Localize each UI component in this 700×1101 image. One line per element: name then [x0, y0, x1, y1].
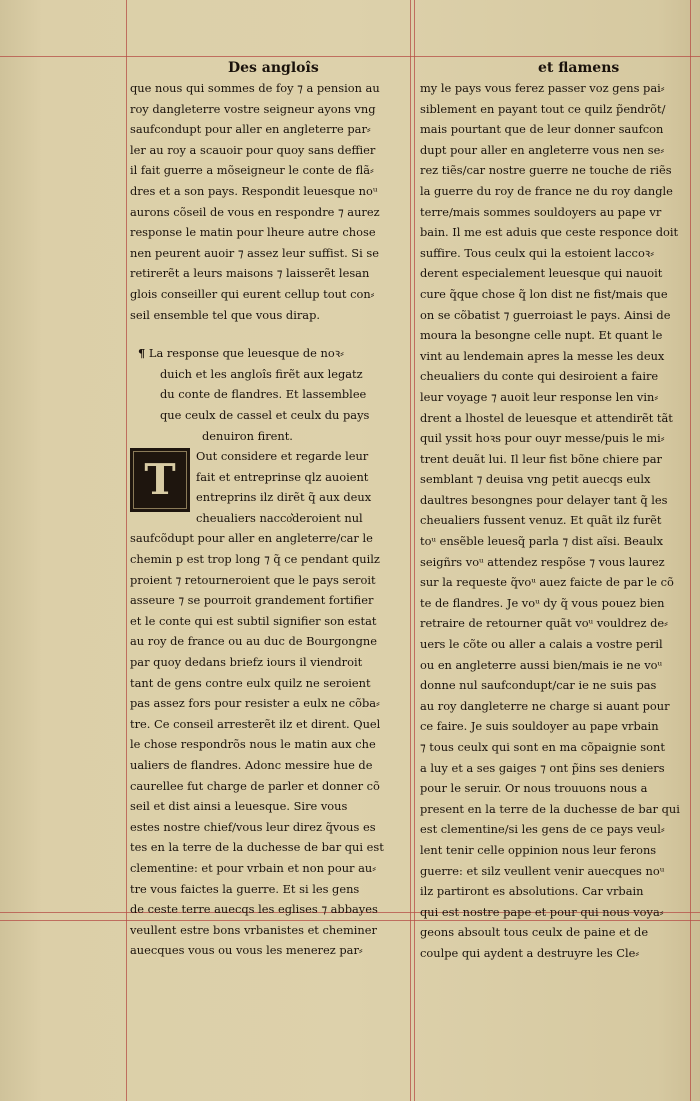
rubric-line: La response que leuesque de noꝛ⸗ — [148, 346, 344, 361]
decorated-initial-icon: T — [130, 448, 190, 512]
text-line: sur la requeste q̃voᵘ auez faicte de par le cõ — [420, 575, 674, 590]
text-line: le chose respondrõs nous le matin aux che — [130, 737, 376, 752]
margin-rule-left — [126, 0, 127, 1101]
text-line: semblant ⁊ deuisa vng petit auecqs eulx — [420, 472, 651, 487]
text-line: tes en la terre de la duchesse de bar qui est — [130, 840, 384, 855]
text-line: mais pourtant que de leur donner saufcon — [420, 122, 664, 137]
margin-rule-top — [0, 56, 700, 57]
text-line: seil et dist ainsi a leuesque. Sire vous — [130, 799, 348, 814]
text-line: tant de gens contre eulx quilz ne seroient — [130, 675, 371, 690]
text-line: ilz partiront es absolutions. Car vrbain — [420, 884, 644, 899]
text-line: retirerẽt a leurs maisons ⁊ laisserẽt lesan — [130, 266, 370, 281]
text-line: il fait guerre a mõseigneur le conte de flã⸗ — [130, 163, 374, 178]
margin-rule-center — [410, 0, 411, 1101]
text-line: dres et a son pays. Respondit leuesque noᵘ — [130, 183, 378, 198]
left-text-column — [130, 78, 402, 958]
text-line: terre/mais sommes souldoyers au pape vr — [420, 204, 662, 219]
text-line: pas assez fors pour resister a eulx ne cõba⸗ — [130, 696, 380, 711]
text-line: au roy dangleterre ne charge si auant pour — [420, 698, 670, 713]
text-line: glois conseiller qui eurent cellup tout con⸗ — [130, 286, 375, 301]
text-line: caurellee fut charge de parler et donner cõ — [130, 778, 380, 793]
pilcrow-icon: ¶ — [138, 346, 146, 361]
running-head-left: Des angloîs — [228, 60, 319, 76]
text-line: a luy et a ses gaiges ⁊ ont p̃ins ses deniers — [420, 760, 665, 775]
rubric-line: duich et les angloîs firẽt aux legatz — [160, 366, 363, 381]
text-line: proient ⁊ retourneroient que le pays seroit — [130, 572, 376, 587]
text-line: leur voyage ⁊ auoit leur response len vin⸗ — [420, 389, 659, 404]
text-line: roy dangleterre vostre seigneur ayons vng — [130, 101, 376, 116]
text-line: present en la terre de la duchesse de bar qui — [420, 801, 680, 816]
text-line: drent a lhostel de leuesque et attendirẽt tãt — [420, 410, 673, 425]
text-line: moura la besongne celle nupt. Et quant le — [420, 328, 663, 343]
text-line: Out considere et regarde leur — [196, 449, 369, 464]
text-line: derent especialement leuesque qui nauoit — [420, 266, 663, 281]
text-line: et le conte qui est subtil signifier son estat — [130, 613, 377, 628]
text-line: siblement en payant tout ce quilz p̃endrõt/ — [420, 101, 666, 116]
text-line: qui est nostre pape et pour qui nous voya⸗ — [420, 904, 664, 919]
chapter-rubric — [130, 343, 402, 446]
text-line: quil yssit hoꝛs pour ouyr messe/puis le mi⸗ — [420, 431, 665, 446]
text-line: tre. Ce conseil arresterẽt ilz et dirent. Quel — [130, 716, 381, 731]
text-line: nen peurent auoir ⁊ assez leur suffist. Si se — [130, 245, 379, 260]
text-line: cure q̃que chose q̃ lon dist ne fist/mais que — [420, 286, 668, 301]
text-line: trent deuãt lui. Il leur fist bõne chiere par — [420, 451, 662, 466]
text-line: de ceste terre auecqs les eglises ⁊ abbayes — [130, 902, 378, 917]
rubric-line: denuiron firent. — [202, 428, 293, 443]
text-line: par quoy dedans briefz iours il viendroit — [130, 655, 363, 670]
text-line: lent tenir celle oppinion nous leur ferons — [420, 842, 657, 857]
text-line: que nous qui sommes de foy ⁊ a pension au — [130, 81, 380, 95]
right-text-column — [420, 78, 686, 960]
text-line: retraire de retourner quãt voᵘ vouldrez de⸗ — [420, 616, 668, 631]
text-line: seil ensemble tel que vous dirap. — [130, 307, 321, 322]
text-line: fait et entreprinse qlz auoient — [196, 469, 369, 484]
text-line: saufcondupt pour aller en angleterre par⸗ — [130, 122, 371, 137]
margin-rule-right — [690, 0, 691, 1101]
text-line: ualiers de flandres. Adonc messire hue de — [130, 758, 373, 772]
text-line: guerre: et silz veullent venir auecques noᵘ — [420, 863, 665, 878]
running-head-right: et flamens — [538, 60, 620, 76]
text-line: saufcõdupt pour aller en angleterre/car le — [130, 531, 373, 546]
text-line: cheualiers nacco͛deroient nul — [196, 510, 363, 525]
text-line: bain. Il me est aduis que ceste responce doit — [420, 225, 679, 240]
text-line: te de flandres. Je voᵘ dy q̃ vous pouez bien — [420, 595, 665, 610]
text-line: my le pays vous ferez passer voz gens pai⸗ — [420, 81, 665, 95]
text-line: dupt pour aller en angleterre vous nen se⸗ — [420, 142, 665, 157]
text-line: estes nostre chief/vous leur direz q̃vous es — [130, 819, 376, 834]
rubric-line: du conte de flandres. Et lassemblee — [160, 387, 367, 402]
text-line: tre vous faictes la guerre. Et si les gens — [130, 881, 360, 896]
text-line: ce faire. Je suis souldoyer au pape vrbain — [420, 719, 659, 734]
text-line: vint au lendemain apres la messe les deux — [420, 348, 665, 363]
text-line: ler au roy a scauoir pour quoy sans deffier — [130, 142, 376, 157]
text-line: la guerre du roy de france ne du roy dangle — [420, 183, 673, 198]
margin-rule-center-2 — [414, 0, 415, 1101]
text-line: coulpe qui aydent a destruyre les Cle⸗ — [420, 945, 640, 960]
text-line: response le matin pour lheure autre chose — [130, 225, 376, 240]
text-line: veullent estre bons vrbanistes et cheminer — [130, 922, 377, 937]
text-line: au roy de france ou au duc de Bourgongne — [130, 634, 377, 649]
text-line: toᵘ ensẽble leuesq̃ parla ⁊ dist aĩsi. Beaulx — [420, 534, 664, 549]
text-line: ou en angleterre aussi bien/mais ie ne voᵘ — [420, 657, 663, 672]
text-line: on se cõbatist ⁊ guerroiast le pays. Ainsi de — [420, 307, 671, 322]
text-line: cheualiers fussent venuz. Et quãt ilz furẽt — [420, 513, 662, 528]
text-line: auecques vous ou vous les menerez par⸗ — [130, 943, 363, 958]
text-line: seigñrs voᵘ attendez respõse ⁊ vous laurez — [420, 554, 665, 569]
text-line: asseure ⁊ se pourroit grandement fortifier — [130, 593, 374, 608]
drop-cap-paragraph — [130, 446, 402, 528]
text-line: uers le cõte ou aller a calais a vostre peril — [420, 637, 663, 652]
text-line: daultres besongnes pour delayer tant q̃ les — [420, 492, 668, 507]
text-line: aurons cõseil de vous en respondre ⁊ aurez — [130, 204, 380, 219]
text-line: pour le seruir. Or nous trouuons nous a — [420, 781, 648, 796]
text-line: suffire. Tous ceulx qui la estoient laccoꝛ⸗ — [420, 245, 654, 260]
text-line: clementine: et pour vrbain et non pour au⸗ — [130, 860, 377, 875]
text-line: chemin p est trop long ⁊ q̃ ce pendant quilz — [130, 552, 380, 567]
text-line: rez tiẽs/car nostre guerre ne touche de riẽs — [420, 163, 672, 178]
text-line: ⁊ tous ceulx qui sont en ma cõpaignie sont — [420, 740, 665, 754]
rubric-line: que ceulx de cassel et ceulx du pays — [160, 407, 370, 422]
text-line: geons absoult tous ceulx de paine et de — [420, 925, 649, 940]
text-line: entreprins ilz dirẽt q̃ aux deux — [196, 490, 372, 505]
text-line: cheualiers du conte qui desiroient a faire — [420, 369, 659, 384]
text-line: donne nul saufcondupt/car ie ne suis pas — [420, 678, 657, 693]
text-line: est clementine/si les gens de ce pays veul⸗ — [420, 822, 665, 837]
